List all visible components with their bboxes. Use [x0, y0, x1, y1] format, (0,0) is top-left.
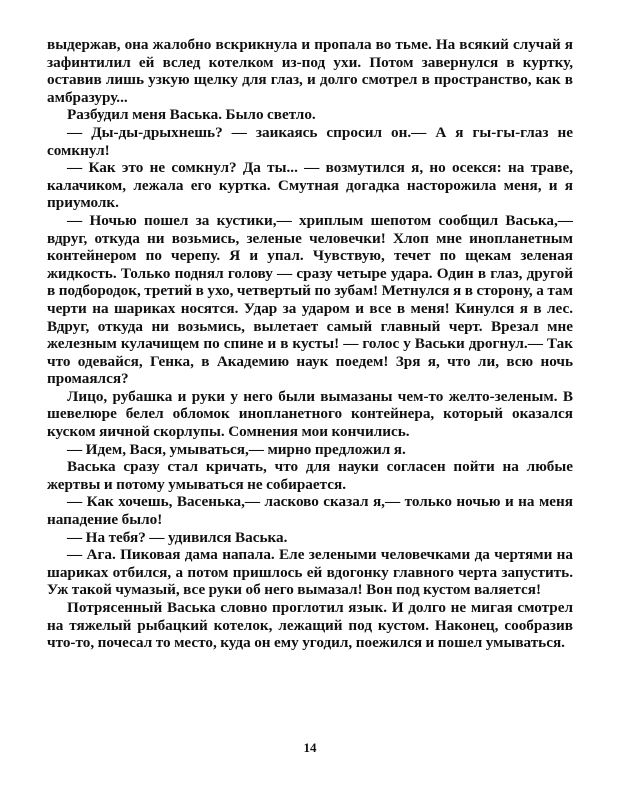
paragraph-6: Лицо, рубашка и руки у него были вымазаны чем-то желто-зеленым. В шевелюре белел обломок инопланетного контейнера, который оказался куском яичной скорлупы. Сомнения мои кончились.: [47, 387, 573, 441]
paragraph-8: Васька сразу стал кричать, что для науки согласен пойти на любые жертвы и потому умываться не собирается.: [47, 458, 573, 493]
paragraph-4: — Как это не сомкнул? Да ты... — возмутился я, но осекся: на траве, калачиком, лежала его куртка. Смутная догадка насторожила меня, и я приумолк.: [47, 159, 573, 212]
page-number: 14: [303, 740, 317, 755]
paragraph-9: — Как хочешь, Васенька,— ласково сказал я,— только ночью и на меня нападение было!: [47, 493, 573, 529]
paragraph-2: Разбудил меня Васька. Было светло.: [67, 106, 316, 124]
paragraph-11: — Ага. Пиковая дама напала. Еле зелеными человечками да чертями на шариках отбился, а потом пришлось ей вдогонку главного черта запустить. Уж такой чумазый, все руки об него вымазал! Вон под кустом валяется!: [47, 546, 573, 599]
paragraph-5: — Ночью пошел за кустики,— хриплым шепотом сообщил Васька,— вдруг, откуда ни возьмись, зеленые человечки! Хлоп мне инопланетным контейнером по черепу. Я и упал. Чувствую, течет по щекам зеленая жидкость. Только поднял голову — сразу четыре удара. Один в глаз, другой в подбородок, третий в ухо, четвертый по зубам! Метнулся я в сторону, а там черти на шариках носятся. Удар за ударом и все в меня! Кинулся я в лес. Вдруг, откуда ни возьмись, вылетает самый главный черт. Врезал мне железным кулачищем по спине и в кусты! — голос у Васьки дрогнул.— Так что одевайся, Генка, в Академию наук поедем! Зря я, что ли, всю ночь промаялся?: [47, 211, 573, 388]
paragraph-3: — Ды-ды-дрыхнешь? — заикаясь спросил он.— А я гы-гы-глаз не сомкнул!: [47, 123, 573, 159]
paragraph-1: выдержав, она жалобно вскрикнула и пропала во тьме. На всякий случай я зафинтилил ей вслед котелком из-под ухи. Потом завернулся в куртку, оставив лишь узкую щелку для глаз, и долго смотрел в пространство, как в амбразуру...: [47, 36, 573, 106]
body-text: [47, 36, 573, 652]
paragraph-7: — Идем, Вася, умываться,— мирно предложил я.: [67, 440, 406, 458]
paragraph-12: Потрясенный Васька словно проглотил язык. И долго не мигая смотрел на тяжелый рыбацкий котелок, лежащий под кустом. Наконец, сообразив что-то, почесал то место, куда он ему угодил, поежился и пошел умываться.: [47, 599, 573, 652]
paragraph-10: — На тебя? — удивился Васька.: [67, 528, 288, 546]
